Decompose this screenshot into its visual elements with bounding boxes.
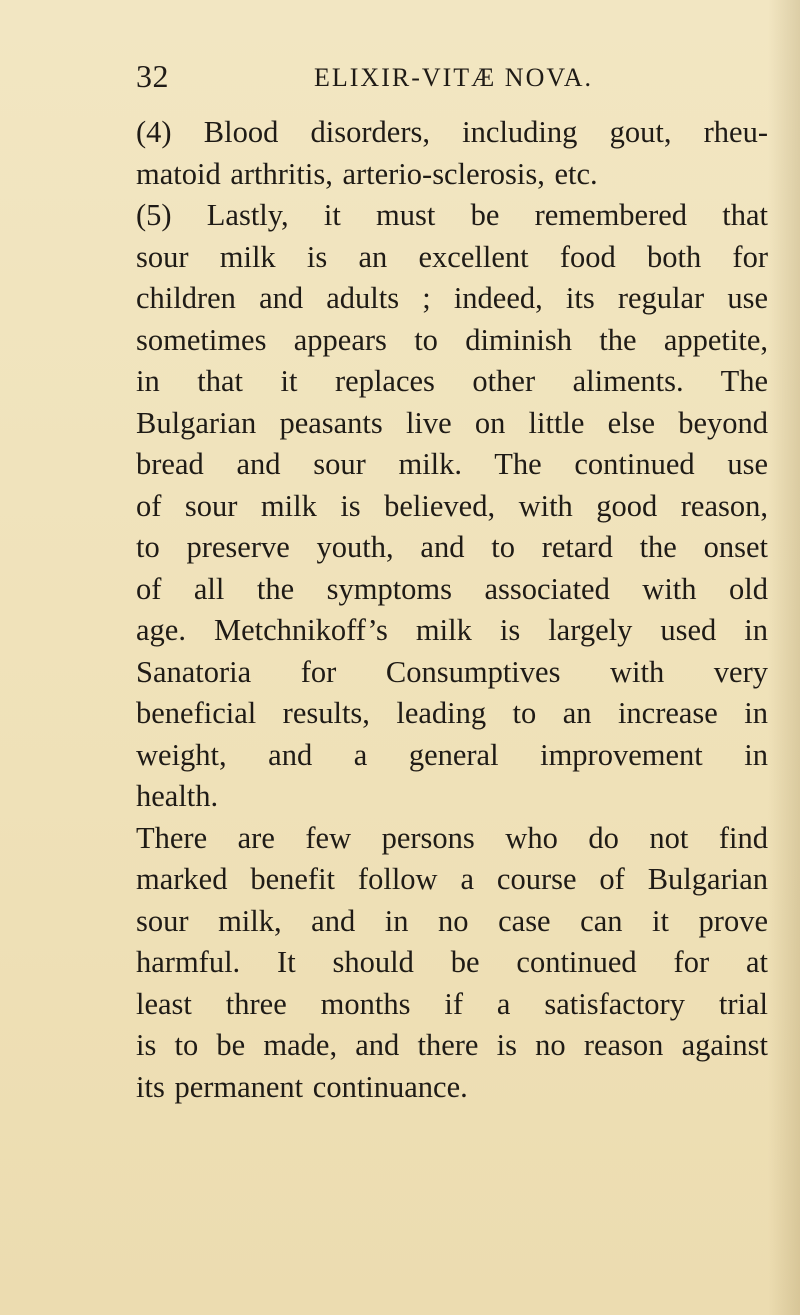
text-line: Bulgarian peasants live on little else beyond — [136, 405, 768, 440]
text-line: sour milk, and in no case can it prove — [136, 903, 768, 938]
text-line: bread and sour milk. The continued use — [136, 447, 768, 481]
text-line: Sanatoria for Consumptives with very — [136, 654, 768, 689]
text-line: of all the symptoms associated with old — [136, 571, 768, 606]
text-line: sour milk is an excellent food both for — [136, 239, 768, 274]
running-title: ELIXIR-VITÆ NOVA. — [314, 63, 594, 92]
text-line: marked benefit follow a course of Bulgarian — [136, 862, 768, 896]
text-line: least three months if a satisfactory trial — [136, 986, 768, 1021]
page-header — [136, 54, 776, 104]
text-line: age. Metchnikoff’s milk is largely used in — [136, 613, 768, 647]
text-line: children and adults ; indeed, its regular use — [136, 281, 768, 315]
text-line: to preserve youth, and to retard the onset — [136, 530, 768, 564]
page-number: 32 — [136, 58, 169, 94]
text-line: is to be made, and there is no reason against — [136, 1028, 768, 1062]
text-line: its permanent continuance. — [136, 1069, 468, 1104]
text-line: matoid arthritis, arterio-sclerosis, etc. — [136, 156, 598, 191]
text-line: health. — [136, 779, 219, 813]
text-line: (5) Lastly, it must be remembered that — [136, 198, 768, 232]
text-line: in that it replaces other aliments. The — [136, 364, 768, 398]
text-line: weight, and a general improvement in — [136, 737, 768, 772]
text-line: There are few persons who do not find — [136, 820, 768, 855]
body-text — [136, 112, 768, 1108]
text-line: (4) Blood disorders, including gout, rheu- — [136, 115, 768, 149]
text-line: sometimes appears to diminish the appetite, — [136, 322, 768, 357]
text-line: harmful. It should be continued for at — [136, 945, 768, 979]
text-line: of sour milk is believed, with good reason, — [136, 488, 768, 523]
text-line: beneficial results, leading to an increase in — [136, 696, 768, 730]
